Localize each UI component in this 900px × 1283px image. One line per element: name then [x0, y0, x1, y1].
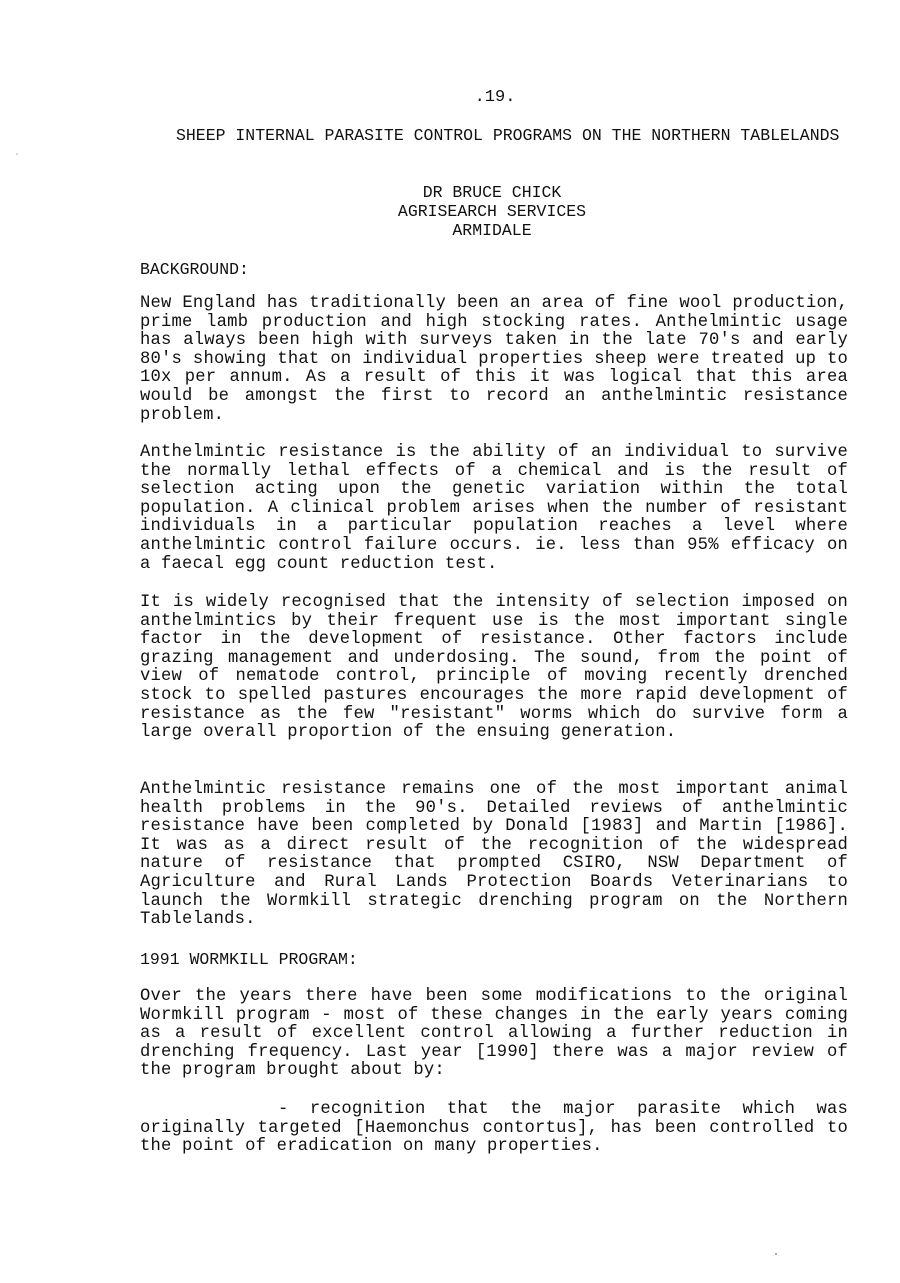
- paragraph-wormkill-2: - recognition that the major parasite which was originally targeted [Haemonchus contortus], has been controlled to the point of eradication on many properties.: [140, 1100, 848, 1157]
- author-organisation: AGRISEARCH SERVICES: [397, 202, 587, 221]
- paragraph-background-3: It is widely recognised that the intensity of selection imposed on anthelmintics by their frequent use is the most important single factor in the development of resistance. Other factors include grazing management and underdosing. The sound, from the point of view of nematode control, principle of moving recently drenched stock to spelled pastures encourages the more rapid development of resistance as the few "resistant" worms which do survive form a large overall proportion of the ensuing generation.: [140, 593, 848, 743]
- scan-speck: [16, 153, 18, 155]
- paragraph-wormkill-1: Over the years there have been some modifications to the original Wormkill program - most of these changes in the early years coming as a result of excellent control allowing a further reduction in drenching frequency. Last year [1990] there was a major review of the program brought about by:: [140, 987, 848, 1081]
- paragraph-background-1: New England has traditionally been an area of fine wool production, prime lamb production and high stocking rates. Anthelmintic usage has always been high with surveys taken in the late 70's and early 80's showing that on individual properties sheep were treated up to 10x per annum. As a result of this it was logical that this area would be amongst the first to record an anthelmintic resistance problem.: [140, 294, 848, 425]
- page-number: .19.: [474, 88, 516, 107]
- paragraph-background-2: Anthelmintic resistance is the ability of an individual to survive the normally lethal effects of a chemical and is the result of selection acting upon the genetic variation within the total population. A clinical problem arises when the number of resistant individuals in a particular population reaches a level where anthelmintic control failure occurs. ie. less than 95% efficacy on a faecal egg count reduction test.: [140, 443, 848, 574]
- author-name: DR BRUCE CHICK: [422, 183, 562, 202]
- byline: [0, 183, 900, 240]
- scan-speck: [775, 1253, 777, 1255]
- document-title: SHEEP INTERNAL PARASITE CONTROL PROGRAMS ON THE NORTHERN TABLELANDS: [176, 126, 840, 145]
- author-location: ARMIDALE: [452, 221, 532, 240]
- paragraph-background-4: Anthelmintic resistance remains one of the most important animal health problems in the 90's. Detailed reviews of anthelmintic resistance have been completed by Donald [1983] and Martin [1986]. It was as a direct result of the recognition of the widespread nature of resistance that prompted CSIRO, NSW Department of Agriculture and Rural Lands Protection Boards Veterinarians to launch the Wormkill strategic drenching program on the Northern Tablelands.: [140, 780, 848, 930]
- section-heading-wormkill: 1991 WORMKILL PROGRAM:: [140, 950, 358, 969]
- section-heading-background: BACKGROUND:: [140, 260, 249, 279]
